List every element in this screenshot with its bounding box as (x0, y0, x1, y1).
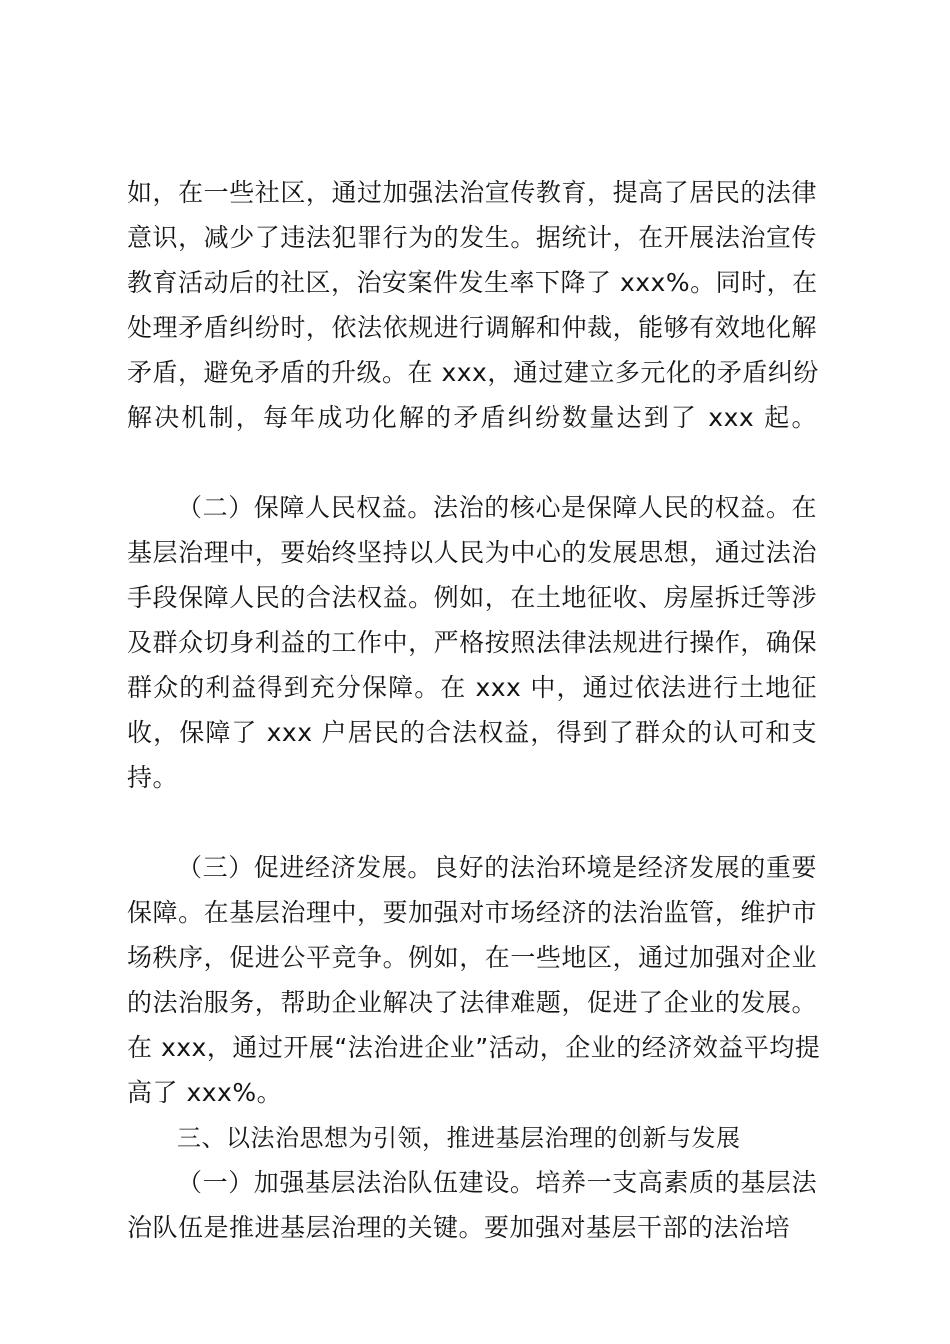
text-line: 收，保障了 xxx 户居民的合法权益，得到了群众的认可和支 (127, 718, 817, 747)
text-line: 治队伍是推进基层治理的关键。要加强对基层干部的法治培 (127, 1213, 791, 1242)
text-line: 持。 (127, 763, 179, 792)
text-line: 基层治理中，要始终坚持以人民为中心的发展思想，通过法治 (127, 538, 817, 567)
text-line: （一）加强基层法治队伍建设。培养一支高素质的基层法 (177, 1168, 817, 1197)
text-line: 如，在一些社区，通过加强法治宣传教育，提高了居民的法律 (127, 178, 817, 207)
text-line: 高了 xxx%。 (127, 1078, 283, 1107)
text-line: 教育活动后的社区，治安案件发生率下降了 xxx%。同时，在 (127, 268, 818, 297)
text-line: 及群众切身利益的工作中，严格按照法律法规进行操作，确保 (127, 628, 817, 657)
text-line: 意识，减少了违法犯罪行为的发生。据统计，在开展法治宣传 (127, 223, 817, 252)
text-line: 矛盾，避免矛盾的升级。在 xxx，通过建立多元化的矛盾纠纷 (127, 358, 819, 387)
text-line: 保障。在基层治理中，要加强对市场经济的法治监管，维护市 (127, 898, 817, 927)
text-line: （三）促进经济发展。良好的法治环境是经济发展的重要 (177, 853, 817, 882)
section-heading: 三、以法治思想为引领，推进基层治理的创新与发展 (177, 1124, 741, 1152)
text-line: 解决机制，每年成功化解的矛盾纠纷数量达到了 xxx 起。 (127, 403, 817, 432)
text-line: 场秩序，促进公平竞争。例如，在一些地区，通过加强对企业 (127, 943, 817, 972)
text-line: 在 xxx，通过开展“法治进企业”活动，企业的经济效益平均提 (127, 1033, 821, 1062)
text-line: 手段保障人民的合法权益。例如，在土地征收、房屋拆迁等涉 (127, 583, 817, 612)
text-line: （二）保障人民权益。法治的核心是保障人民的权益。在 (177, 493, 817, 522)
text-line: 处理矛盾纠纷时，依法依规进行调解和仲裁，能够有效地化解 (127, 313, 817, 342)
text-line: 的法治服务，帮助企业解决了法律难题，促进了企业的发展。 (127, 988, 817, 1017)
text-line: 群众的利益得到充分保障。在 xxx 中，通过依法进行土地征 (127, 673, 817, 702)
